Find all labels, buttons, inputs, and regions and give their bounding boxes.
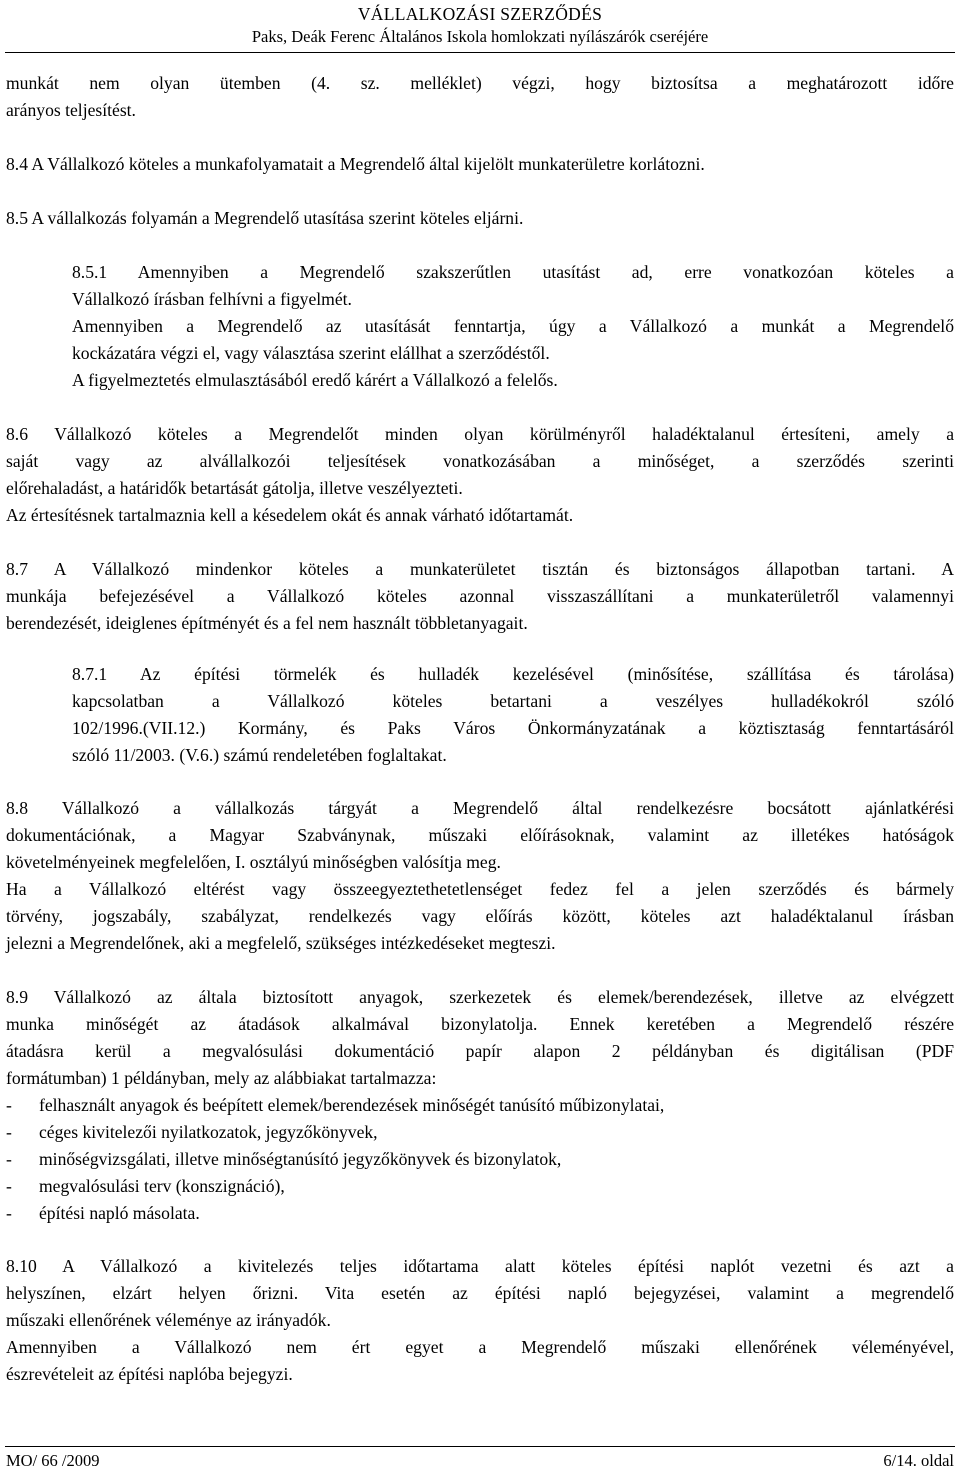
text-line: 8.10 A Vállalkozó a kivitelezés teljes időtartama alatt köteles építési naplót vezetni és azt a	[6, 1256, 954, 1276]
text-line: kapcsolatban a Vállalkozó köteles betartani a veszélyes hulladékokról szóló	[72, 691, 954, 711]
text-line: 8.7 A Vállalkozó mindenkor köteles a munkaterületet tisztán és biztonságos állapotban tartani. A	[6, 559, 954, 579]
list-item-text: céges kivitelezői nyilatkozatok, jegyzőkönyvek,	[39, 1122, 378, 1142]
text-line: 8.5.1 Amennyiben a Megrendelő szakszerűtlen utasítást ad, erre vonatkozóan köteles a	[72, 262, 954, 282]
text-line: 8.7.1 Az építési törmelék és hulladék kezelésével (minősítése, szállítása és tárolása)	[72, 664, 954, 684]
paragraph-continuation	[6, 70, 954, 124]
paragraph-8-6	[6, 421, 954, 529]
text-line: követelményeinek megfelelően, I. osztályú minőségben valósítja meg.	[6, 852, 501, 872]
text-line: szóló 11/2003. (V.6.) számú rendeletében foglaltakat.	[72, 745, 447, 765]
list-dash: -	[6, 1149, 12, 1169]
list-item-text: felhasznált anyagok és beépített elemek/berendezések minőségét tanúsító műbizonylatai,	[39, 1095, 665, 1115]
list-item-text: építési napló másolata.	[39, 1203, 200, 1223]
text-line: Ha a Vállalkozó eltérést vagy összeegyeztethetetlenséget fedez fel a jelen szerződés és bármely	[6, 879, 954, 899]
text-line: saját vagy az alvállalkozói teljesítések vonatkozásában a minőséget, a szerződés szerinti	[6, 451, 954, 471]
text-line: dokumentációnak, a Magyar Szabványnak, műszaki előírásoknak, valamint az illetékes hatóságok	[6, 825, 954, 845]
list-dash: -	[6, 1176, 12, 1196]
list-item-text: minőségvizsgálati, illetve minőségtanúsító jegyzőkönyvek és bizonylatok,	[39, 1149, 562, 1169]
paragraph-8-4	[6, 151, 954, 178]
text-line: munkát nem olyan ütemben (4. sz. melléklet) végzi, hogy biztosítsa a meghatározott időre	[6, 73, 954, 93]
paragraph-8-5	[6, 205, 954, 232]
text-line: 8.4 A Vállalkozó köteles a munkafolyamatait a Megrendelő által kijelölt munkaterületre korlátozni.	[6, 154, 705, 174]
list-item-text: megvalósulási terv (konszignáció),	[39, 1176, 285, 1196]
list-dash: -	[6, 1095, 12, 1115]
text-line: jelezni a Megrendelőnek, aki a megfelelő, szükséges intézkedéseket megteszi.	[6, 933, 556, 953]
paragraph-8-8	[6, 795, 954, 957]
header-divider	[5, 52, 955, 53]
text-line: észrevételeit az építési naplóba bejegyzi.	[6, 1364, 293, 1384]
text-line: kockázatára végzi el, vagy választása szerint elállhat a szerződéstől.	[72, 343, 550, 363]
text-line: berendezését, ideiglenes építményét és a fel nem használt többletanyagait.	[6, 613, 528, 633]
text-line: 8.6 Vállalkozó köteles a Megrendelőt minden olyan körülményről haladéktalanul értesíteni, amely a	[6, 424, 954, 444]
text-line: átadásra kerül a megvalósulási dokumentáció papír alapon 2 példányban és digitálisan (PDF	[6, 1041, 954, 1061]
text-line: 8.8 Vállalkozó a vállalkozás tárgyát a Megrendelő által rendelkezésre bocsátott ajánlatkérési	[6, 798, 954, 818]
list-dash: -	[6, 1203, 12, 1223]
paragraph-8-7-1	[72, 661, 954, 769]
text-line: Amennyiben a Vállalkozó nem ért egyet a Megrendelő műszaki ellenőrének véleményével,	[6, 1337, 954, 1357]
text-line: munka minőségét az átadások alkalmával bizonylatolja. Ennek keretében a Megrendelő részére	[6, 1014, 954, 1034]
text-line: arányos teljesítést.	[6, 100, 136, 120]
text-line: Az értesítésnek tartalmaznia kell a késedelem okát és annak várható időtartamát.	[6, 505, 574, 525]
footer-divider	[5, 1446, 955, 1447]
list-dash: -	[6, 1122, 12, 1142]
text-line: műszaki ellenőrének véleménye az irányadók.	[6, 1310, 331, 1330]
text-line: A figyelmeztetés elmulasztásából eredő kárért a Vállalkozó a felelős.	[72, 370, 558, 390]
document-subtitle: Paks, Deák Ferenc Általános Iskola homlokzati nyílászárók cseréjére	[251, 27, 709, 46]
text-line: 8.5 A vállalkozás folyamán a Megrendelő utasítása szerint köteles eljárni.	[6, 208, 524, 228]
page-number: 6/14. oldal	[883, 1451, 954, 1470]
text-line: Vállalkozó írásban felhívni a figyelmét.	[72, 289, 352, 309]
document-title: VÁLLALKOZÁSI SZERZŐDÉS	[357, 4, 603, 24]
paragraph-8-10	[6, 1253, 954, 1388]
paragraph-8-5-1	[72, 259, 954, 394]
text-line: Amennyiben a Megrendelő az utasítását fenntartja, úgy a Vállalkozó a munkát a Megrendelő	[72, 316, 954, 336]
text-line: helyszínen, elzárt helyen őrizni. Vita esetén az építési napló bejegyzései, valamint a megrendelő	[6, 1283, 954, 1303]
text-line: törvény, jogszabály, szabályzat, rendelkezés vagy előírás között, köteles azt haladéktalanul írásban	[6, 906, 954, 926]
paragraph-8-9	[6, 984, 954, 1092]
text-line: munkája befejezésével a Vállalkozó köteles azonnal visszaszállítani a munkaterületről valamennyi	[6, 586, 954, 606]
document-reference: MO/ 66 /2009	[6, 1451, 100, 1470]
text-line: 8.9 Vállalkozó az általa biztosított anyagok, szerkezetek és elemek/berendezések, illetve az elvégzett	[6, 987, 954, 1007]
text-line: előrehaladást, a határidők betartását gátolja, illetve veszélyezteti.	[6, 478, 463, 498]
paragraph-8-7	[6, 556, 954, 637]
text-line: formátumban) 1 példányban, mely az alábbiakat tartalmazza:	[6, 1068, 437, 1088]
text-line: 102/1996.(VII.12.) Kormány, és Paks Város Önkormányzatának a köztisztaság fenntartásáról	[72, 718, 954, 738]
